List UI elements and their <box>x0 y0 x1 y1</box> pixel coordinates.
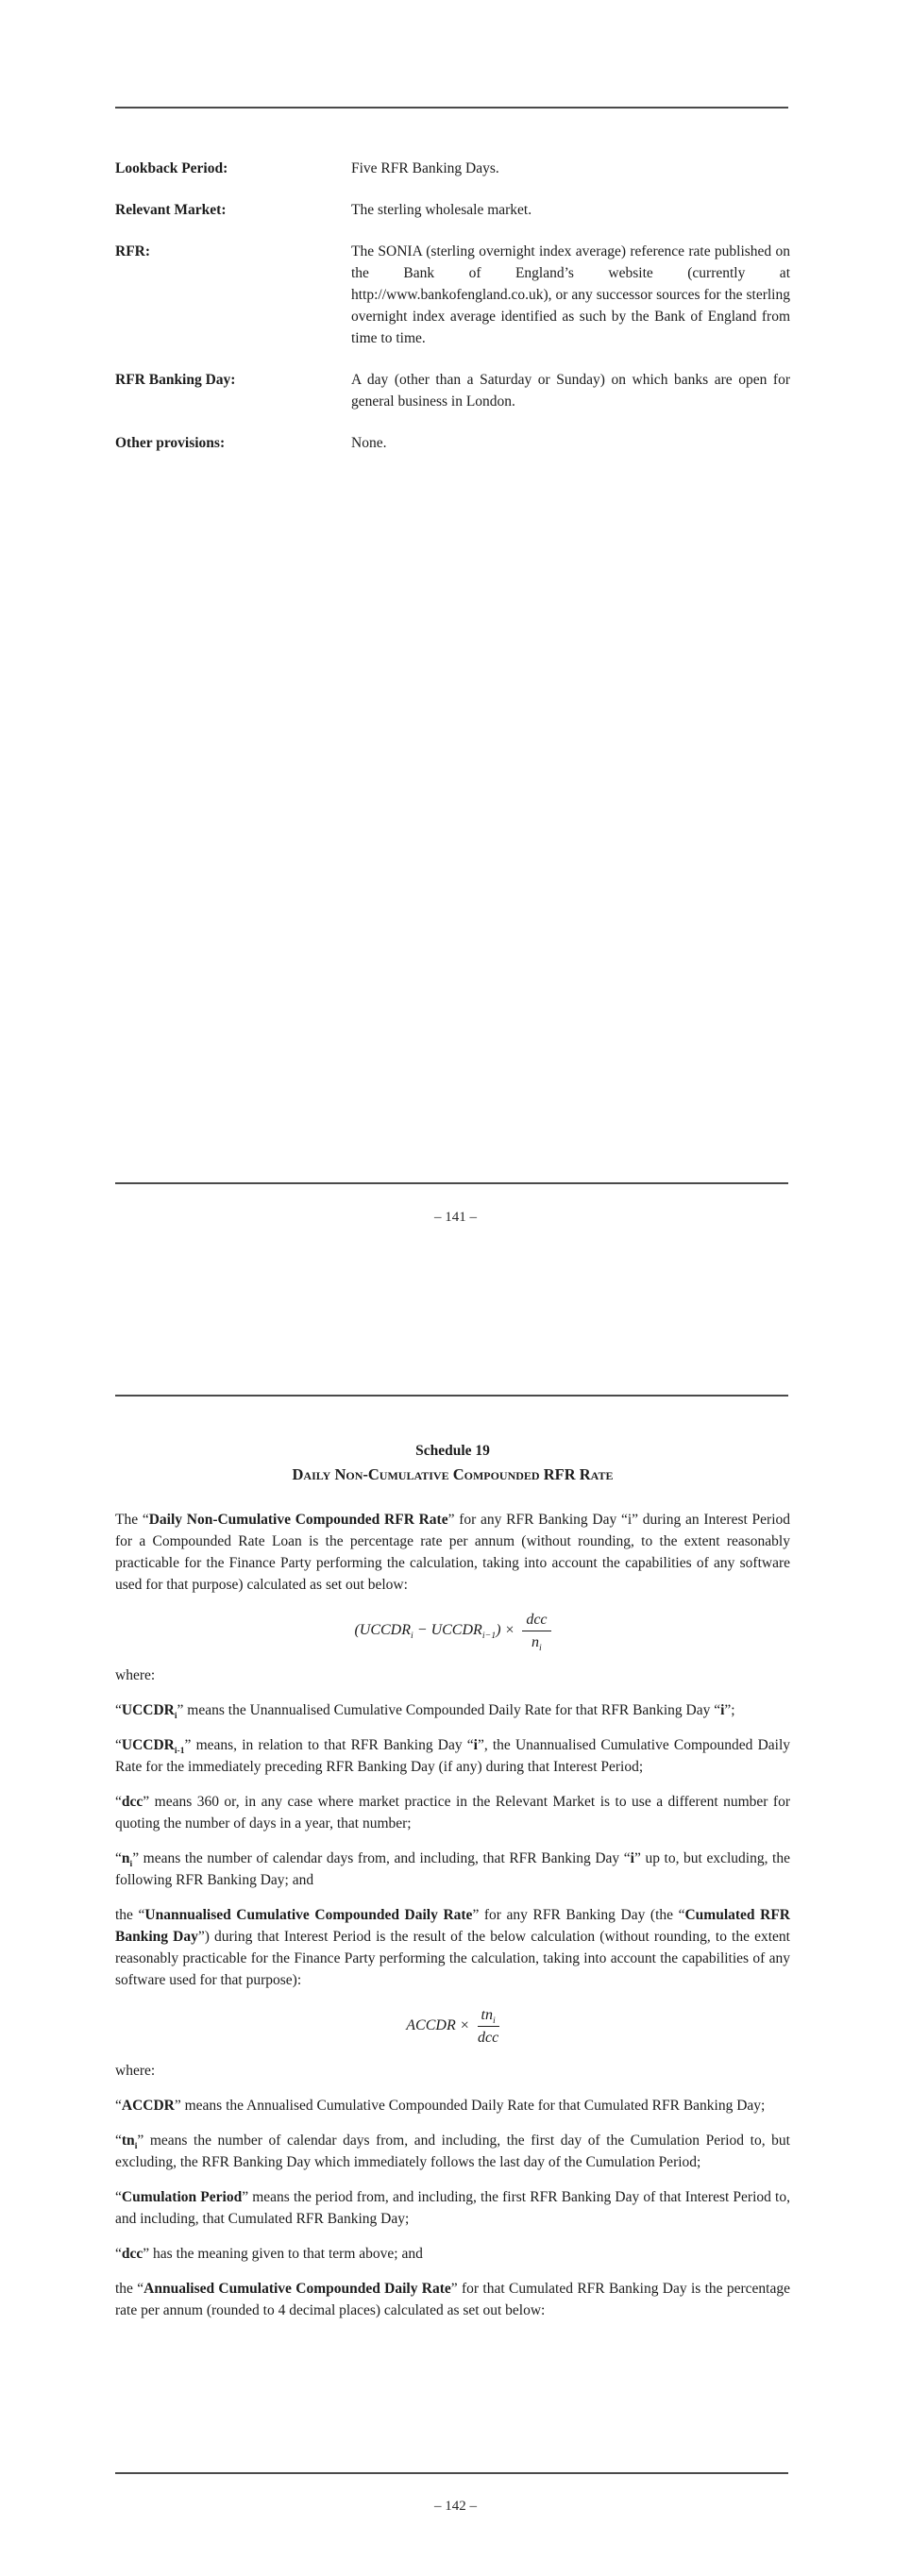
page-header-rule <box>115 1395 788 1397</box>
schedule-subheading: Daily Non-Cumulative Compounded RFR Rate <box>292 1465 614 1483</box>
definition-value: None. <box>351 435 387 451</box>
paragraph-def-ni: “$n_i$” means the number of calendar days from, and including, that RFR Banking Day “i” up to, but excluding, the following RFR Banking Day; and <box>115 1850 790 1888</box>
schedule-heading: Schedule 19 <box>415 1443 490 1459</box>
definition-value: The SONIA (sterling overnight index average) reference rate published on the Bank of England’s website (currently at http://www.bankofengland.co.uk), or any successor sources for the sterling overnight index average identified as such by the Bank of England from time to time. <box>351 243 790 346</box>
fraction <box>522 1611 550 1654</box>
fraction-numerator: $tn_i$ <box>478 2006 499 2027</box>
definition-row-relevant-market <box>115 199 790 221</box>
definition-value: A day (other than a Saturday or Sunday) on which banks are open for general business in London. <box>351 372 790 410</box>
paragraph-def-unannualised-rate: the “Unannualised Cumulative Compounded Daily Rate” for any RFR Banking Day (the “Cumulated RFR Banking Day”) during that Interest Period is the result of the below calculation (without rounding, to the extent reasonably practicable for the Finance Party performing the calculation, taking into account the capabilities of any software used for that purpose): <box>115 1907 790 1988</box>
formula-lhs: ACCDR × <box>406 2017 474 2034</box>
paragraph-where: where: <box>115 2063 156 2079</box>
formula-daily-non-cumulative-rate <box>115 1611 790 1654</box>
definition-row-other-provisions <box>115 432 790 454</box>
fraction-denominator: $n_i$ <box>531 1634 542 1654</box>
formula-unannualised-rate <box>115 2006 790 2047</box>
definition-term: RFR Banking Day: <box>115 372 236 388</box>
definition-term: RFR: <box>115 243 151 259</box>
page-footer-rule <box>115 2472 788 2474</box>
formula-lhs: ($UCCDR_i$ − $UCCDR_{i-1}$) × <box>354 1622 519 1642</box>
paragraph-def-annualised-rate: the “Annualised Cumulative Compounded Daily Rate” for that Cumulated RFR Banking Day is the percentage rate per annum (rounded to 4 decimal places) calculated as set out below: <box>115 2281 790 2318</box>
definition-row-rfr-banking-day <box>115 369 790 412</box>
paragraph-where: where: <box>115 1667 156 1683</box>
schedule-19-content <box>115 1440 790 2321</box>
fraction-denominator: dcc <box>478 2030 499 2046</box>
paragraph-def-tni: “$tn_i$” means the number of calendar days from, and including, the first day of the Cumulation Period to, but excluding, the RFR Banking Day which immediately follows the last day of the Cumulation Period; <box>115 2133 790 2170</box>
fraction-numerator: dcc <box>522 1611 550 1631</box>
definition-list <box>115 158 790 474</box>
definition-term: Lookback Period: <box>115 160 228 176</box>
fraction <box>478 2006 499 2047</box>
paragraph-def-uccdri-1: “$UCCDR_{i-1}$” means, in relation to that RFR Banking Day “i”, the Unannualised Cumulative Compounded Daily Rate for the immediately preceding RFR Banking Day (if any) during that Interest Period; <box>115 1737 791 1775</box>
paragraph-def-cumulation-period: “Cumulation Period” means the period from, and including, the first RFR Banking Day of that Interest Period to, and including, that Cumulated RFR Banking Day; <box>115 2189 790 2227</box>
paragraph-def-uccdri: “$UCCDR_i$” means the Unannualised Cumulative Compounded Daily Rate for that RFR Banking Day “i”; <box>115 1702 735 1722</box>
page-footer-rule <box>115 1182 788 1184</box>
definition-value: The sterling wholesale market. <box>351 202 532 218</box>
definition-row-lookback-period <box>115 158 790 179</box>
definition-term: Other provisions: <box>115 435 226 451</box>
definition-term: Relevant Market: <box>115 202 227 218</box>
paragraph-def-dcc: “dcc” means 360 or, in any case where market practice in the Relevant Market is to use a different number for quoting the number of days in a year, that number; <box>115 1794 790 1832</box>
paragraph-intro: The “Daily Non-Cumulative Compounded RFR Rate” for any RFR Banking Day “i” during an Interest Period for a Compounded Rate Loan is the percentage rate per annum (without rounding, to the extent reasonably practicable for the Finance Party performing the calculation, taking into account the capabilities of any software used for that purpose) calculated as set out below: <box>115 1512 790 1593</box>
paragraph-def-accdr: “ACCDR” means the Annualised Cumulative Compounded Daily Rate for that Cumulated RFR Banking Day; <box>115 2098 766 2114</box>
page-header-rule <box>115 107 788 109</box>
definition-value: Five RFR Banking Days. <box>351 160 499 176</box>
page-number-142: – 142 – <box>434 2499 477 2514</box>
page-number-141: – 141 – <box>434 1210 477 1225</box>
paragraph-def-dcc-above: “dcc” has the meaning given to that term above; and <box>115 2246 423 2262</box>
definition-row-rfr <box>115 241 790 349</box>
